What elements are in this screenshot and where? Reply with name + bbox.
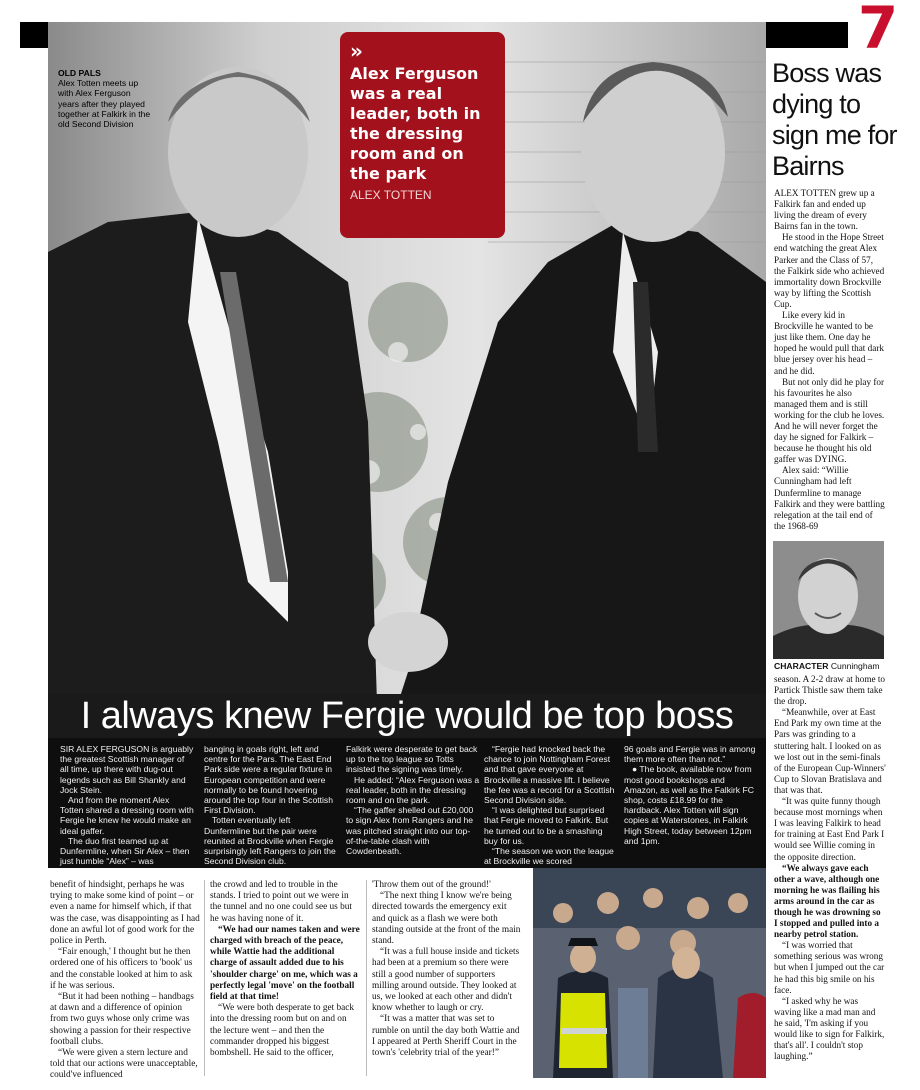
paragraph: And from the moment Alex Totten shared a dressing room with Fergie he knew he would make an ideal gaffer. [60,795,194,836]
crowd-photo-illustration [533,868,766,1078]
strip-column-3 [346,744,480,856]
paragraph: “But it had been nothing – handbags at dawn and a difference of opinion from two guys whose only crime was showing a passion for their respective football clubs. [50,992,194,1047]
portrait-caption [774,661,886,671]
portrait-illustration [773,541,884,659]
chevron-right-icon: » [350,39,359,63]
paragraph: He added: “Alex Ferguson was a real leader, both in the dressing room and on the park. [346,774,480,806]
paragraph: 'Throw them out of the ground!' [372,880,491,890]
paragraph: banging in goals right, left and centre for the Pars. The East End Park side were a regular fixture in European competition and were normally to be found hovering around the top four in the Scottish First Division. [204,744,333,816]
side-title: Boss was dying to sign me for Bairns [772,58,897,181]
paragraph: But not only did he play for his favourites he also managed them and is still working for the club he loves. And he will never forget the day he signed for Falkirk – because he thought his old gaffer was DYING. [774,376,885,465]
paragraph: “It was a full house inside and tickets had been at a premium so there were still a good number of supporters milling around outside. They looked at us, we looked at each other and didn't know whether to laugh or cry. [372,947,520,1014]
body-column-3 [372,880,522,1059]
headline: I always knew Fergie would be top boss [80,695,734,737]
crowd-photo [533,868,766,1078]
photo-caption [58,68,153,129]
body-column-1 [50,880,200,1082]
paragraph: “It was a matter that was set to rumble on until the day both Wattie and I appeared at Perth Sheriff Court in the town's 'celebrity trial of the year!” [372,1014,520,1059]
paragraph: the crowd and led to trouble in the stands. I tried to point out we were in the tunnel and no one could see us but he was having none of it. [210,880,353,924]
paragraph: “I asked why he was waving like a mad man and he said, 'I'm asking if you would like to sign for Falkirk, that's all'. I couldn't stop laughing.” [774,995,885,1062]
paragraph: benefit of hindsight, perhaps he was trying to make some kind of point – or even a name for himself which, if that was the case, was disappointing as I had done an awful lot of good work for the police in Perth. [50,880,200,947]
paragraph: ● The book, available now from most good bookshops and Amazon, as well as the Falkirk FC shop, costs £18.99 for the hardback. Alex Totten will sign copies at Waterstones, in Falkirk High Street, today between 12pm and 1pm. [624,764,754,846]
paragraph: 96 goals and Fergie was in among them more often than not.” [624,744,756,765]
paragraph: “The next thing I know we're being directed towards the emergency exit and quick as a flash we were both standing outside at the front of the main stand. [372,891,521,947]
paragraph: “The season we won the league at Brockville we scored [484,846,614,867]
paragraph: Like every kid in Brockville he wanted to be just like them. One day he hoped he would pull that dark blue jersey over his head – and he did. [774,310,884,376]
paragraph: “I was worried that something serious was wrong but when I jumped out the car he had this big smile on his face. [774,940,885,995]
pull-quote-author: ALEX TOTTEN [350,188,432,202]
portrait-caption-text: Cunningham [830,661,880,671]
paragraph: SIR ALEX FERGUSON is arguably the greatest Scottish manager of all time, up there with dug-out legends such as Bill Shankly and Jock Stein. [60,744,194,795]
strip-column-1 [60,744,194,866]
photo-caption-label: OLD PALS [58,68,101,78]
paragraph: Alex said: “Willie Cunningham had left Dunfermline to manage Falkirk and they were battling relegation at the tail end of the 1968-69 [774,465,885,531]
paragraph: “We were given a stern lecture and told that our actions were unacceptable, could've influenced [50,1048,198,1081]
paragraph: ALEX TOTTEN grew up a Falkirk fan and ended up living the dream of every Bairns fan in the town. [774,188,875,232]
portrait-photo [773,541,884,659]
paragraph: “I was delighted but surprised that Fergie moved to Falkirk. But he turned out to be a smashing buy for us. [484,805,609,846]
column-divider [366,880,367,1076]
paragraph: He stood in the Hope Street end watching the great Alex Parker and the Class of 57, the Falkirk side who achieved immortality down Brockville way by lifting the Scottish Cup. [774,232,885,309]
pull-quote-text: Alex Ferguson was a real leader, both in the dressing room and on the park [350,64,481,183]
side-column-lower [774,674,886,1062]
paragraph: “Meanwhile, over at East End Park my own time at the Pars was grinding to a stuttering halt. I looked on as we lost out in the semi-finals of the European Cup-Winners' Cup to Slovan Bratislava and that was that. [774,707,886,795]
paragraph: “We were both desperate to get back into the dressing room but on and on the lecture went – and then the commander dropped his biggest bombshell. He said to the officer, [210,1003,355,1059]
paragraph: season. A 2-2 draw at home to Partick Thistle saw them take the drop. [774,674,885,707]
paragraph: “Fergie had knocked back the chance to join Nottingham Forest and that gave everyone at Brockville a massive lift. I believe the fee was a record for a Scottish Second Division side. [484,744,615,806]
paragraph: Falkirk were desperate to get back up to the top league so Totts insisted the signing was timely. [346,744,478,775]
paragraph: The duo first teamed up at Dunfermline, when Sir Alex – then just humble “Alex” – was [60,835,190,867]
page-number: 7 [857,0,899,62]
strip-column-2 [204,744,338,866]
paragraph: “We always gave each other a wave, although one morning he was flailing his arms around in the car as though he was drowning so I stopped and pulled into a nearby petrol station. [774,862,881,940]
side-column-upper [774,188,886,532]
paragraph: “We had our names taken and were charged with breach of the peace, while Wattie had the additional charge of assault added due to his 'shoulder charge' on me, which was a perfectly legal 'move' on the football field at that time! [210,924,360,1003]
paragraph: “Fair enough,' I thought but he then ordered one of his officers to 'book' us and the constable looked at him to ask if he was serious. [50,947,193,991]
portrait-caption-label: CHARACTER [774,661,829,671]
strip-column-5 [624,744,758,846]
paragraph: “It was quite funny though because most mornings when I was leaving Falkirk to head for training at East End Park I would see Willie coming in the opposite direction. [774,796,885,862]
column-divider [204,880,205,1076]
pull-quote [340,32,505,238]
photo-caption-text: Alex Totten meets up with Alex Ferguson years after they played together at Falkirk in the old Second Division [58,78,151,130]
paragraph: “The gaffer shelled out £20,000 to sign Alex from Rangers and he was pitched straight into our top-of-the-table clash with Cowdenbeath. [346,805,474,857]
strip-column-4 [484,744,618,866]
paragraph: Totten eventually left Dunfermline but the pair were reunited at Brockville when Fergie surprisingly left Rangers to join the Second Division club. [204,815,336,867]
body-column-2 [210,880,360,1059]
